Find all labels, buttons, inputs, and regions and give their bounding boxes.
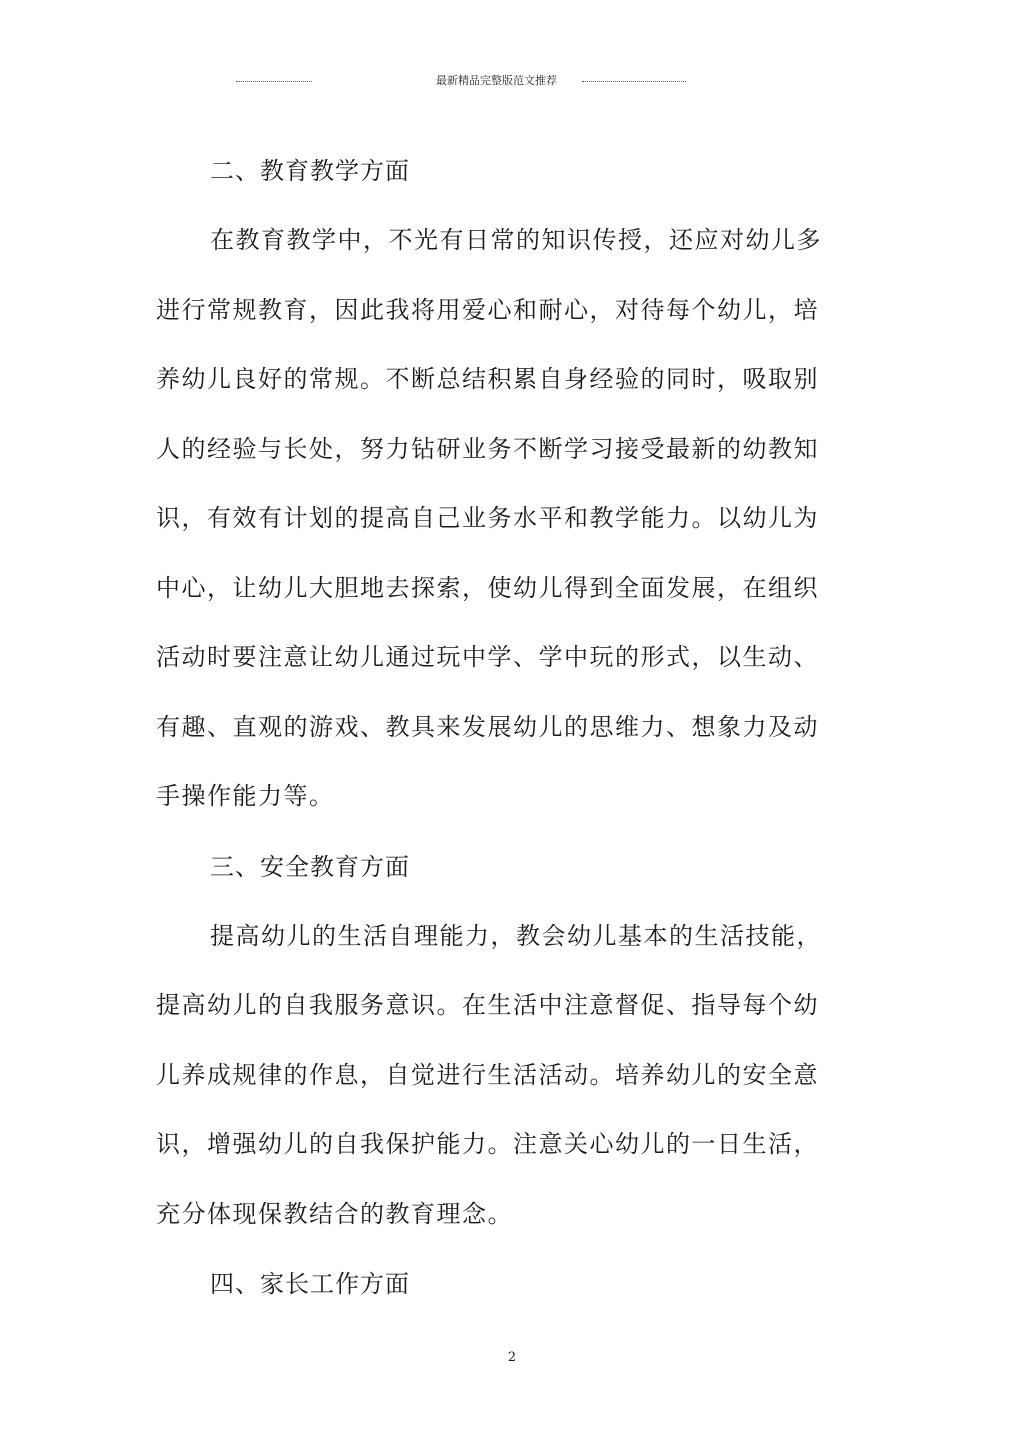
paragraph-line: 活动时要注意让幼儿通过玩中学、学中玩的形式，以生动、 [156, 643, 819, 671]
document-body [156, 136, 822, 1319]
paragraph-line: 充分体现保教结合的教育理念。 [156, 1199, 513, 1228]
paragraph-line: 养幼儿良好的常规。不断总结积累自身经验的同时，吸取别 [156, 365, 819, 393]
section-heading: 二、教育教学方面 [210, 157, 410, 185]
section-paragraph [156, 206, 822, 832]
header-title: 最新精品完整版范文推荐 [436, 74, 557, 87]
paragraph-line: 人的经验与长处，努力钻研业务不断学习接受最新的幼教知 [156, 434, 819, 463]
section-paragraph [156, 902, 822, 1250]
paragraph-line: 中心，让幼儿大胆地去探索，使幼儿得到全面发展，在组织 [156, 573, 819, 602]
section-heading: 三、安全教育方面 [210, 852, 410, 881]
page-number: 2 [507, 1350, 517, 1365]
paragraph-line: 提高幼儿的生活自理能力，教会幼儿基本的生活技能， [210, 921, 822, 950]
header-dotted-rule-left [236, 81, 312, 82]
page-header [0, 74, 1024, 88]
paragraph-line: 手操作能力等。 [156, 782, 335, 810]
paragraph-line: 儿养成规律的作息，自觉进行生活活动。培养幼儿的安全意 [156, 1060, 819, 1089]
header-dotted-rule-right [582, 81, 686, 82]
paragraph-line: 进行常规教育，因此我将用爱心和耐心，对待每个幼儿，培 [156, 295, 819, 324]
paragraph-line: 有趣、直观的游戏、教具来发展幼儿的思维力、想象力及动 [156, 712, 819, 741]
paragraph-line: 提高幼儿的自我服务意识。在生活中注意督促、指导每个幼 [156, 991, 819, 1019]
paragraph-line: 识，增强幼儿的自我保护能力。注意关心幼儿的一日生活， [156, 1130, 819, 1158]
paragraph-line: 识，有效有计划的提高自己业务水平和教学能力。以幼儿为 [156, 504, 819, 532]
paragraph-line: 在教育教学中，不光有日常的知识传授，还应对幼儿多 [210, 226, 822, 254]
section-heading: 四、家长工作方面 [210, 1270, 410, 1298]
